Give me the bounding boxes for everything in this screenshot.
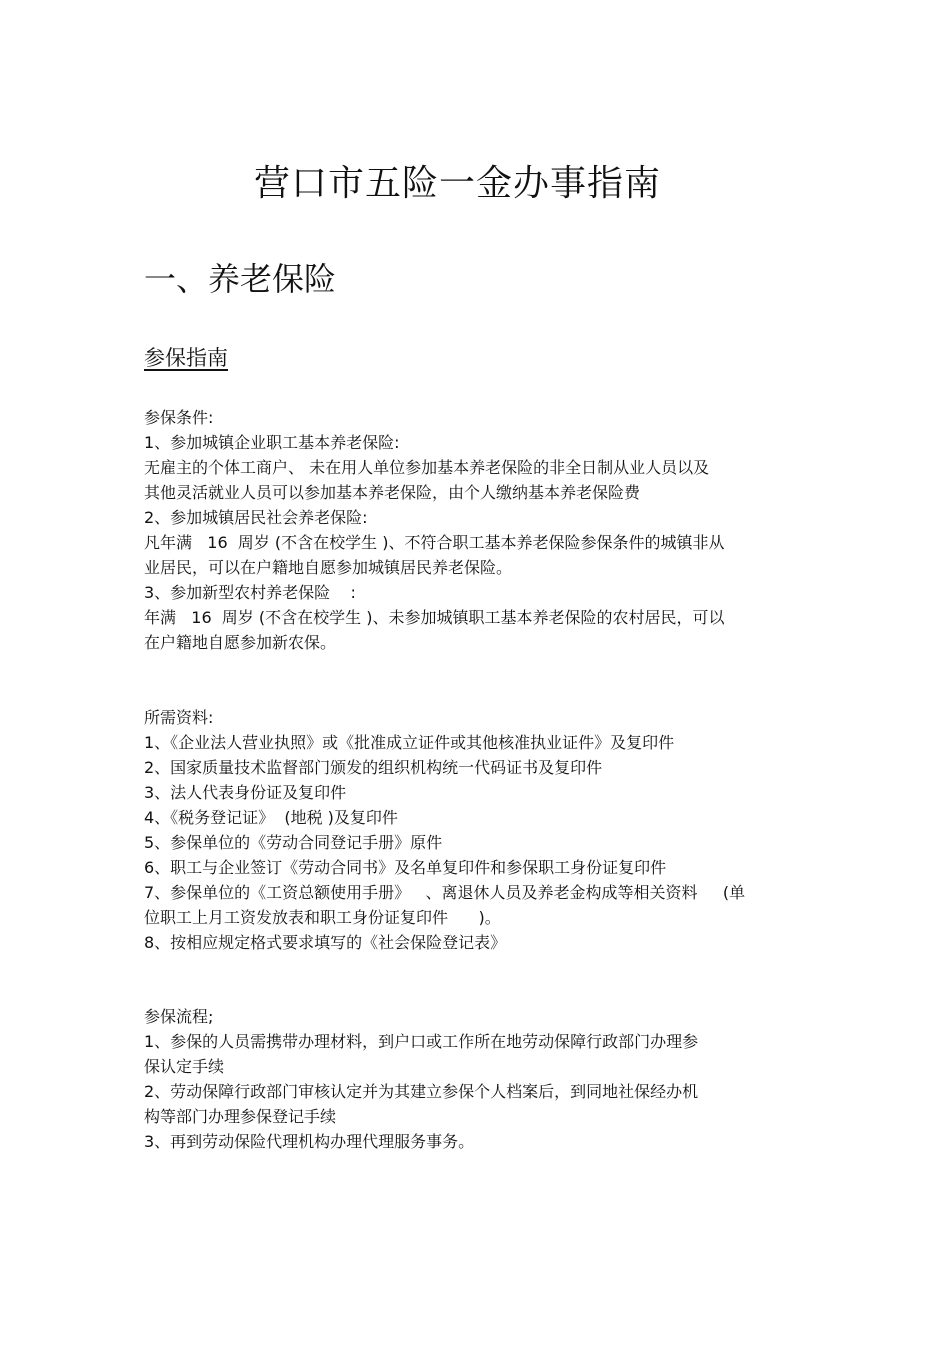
materials-line: 2、国家质量技术监督部门颁发的组织机构统一代码证书及复印件	[144, 758, 603, 777]
process-line: 2、劳动保障行政部门审核认定并为其建立参保个人档案后，到同地社保经办机	[144, 1082, 699, 1101]
sub-heading: 参保指南	[144, 346, 228, 370]
materials-line: 7、参保单位的《工资总额使用手册》 、离退休人员及养老金构成等相关资料 (单	[144, 883, 746, 902]
materials-block	[144, 705, 824, 955]
process-block	[144, 1004, 824, 1154]
conditions-line: 业居民，可以在户籍地自愿参加城镇居民养老保险。	[144, 558, 513, 577]
process-line: 保认定手续	[144, 1057, 225, 1076]
process-line: 构等部门办理参保登记手续	[144, 1107, 337, 1126]
conditions-line: 3、参加新型农村养老保险 :	[144, 583, 356, 602]
conditions-line: 2、参加城镇居民社会养老保险:	[144, 508, 368, 527]
materials-label: 所需资料:	[144, 708, 214, 727]
materials-line: 4、《税务登记证》 (地税 )及复印件	[144, 808, 398, 827]
conditions-label: 参保条件:	[144, 408, 214, 427]
materials-line: 6、职工与企业签订《劳动合同书》及名单复印件和参保职工身份证复印件	[144, 858, 667, 877]
conditions-line: 年满 16 周岁 (不含在校学生 )、未参加城镇职工基本养老保险的农村居民，可以	[144, 608, 725, 627]
process-label: 参保流程;	[144, 1007, 214, 1026]
materials-line: 1、《企业法人营业执照》或《批准成立证件或其他核准执业证件》及复印件	[144, 733, 675, 752]
materials-line: 8、按相应规定格式要求填写的《社会保险登记表》	[144, 933, 507, 952]
document-title: 营口市五险一金办事指南	[253, 163, 661, 204]
conditions-line: 其他灵活就业人员可以参加基本养老保险，由个人缴纳基本养老保险费	[144, 483, 641, 502]
section-heading: 一、养老保险	[144, 260, 337, 298]
materials-line: 位职工上月工资发放表和职工身份证复印件 )。	[144, 908, 501, 927]
materials-line: 3、法人代表身份证及复印件	[144, 783, 347, 802]
materials-line: 5、参保单位的《劳动合同登记手册》原件	[144, 833, 443, 852]
conditions-line: 在户籍地自愿参加新农保。	[144, 633, 337, 652]
process-line: 1、参保的人员需携带办理材料，到户口或工作所在地劳动保障行政部门办理参	[144, 1032, 699, 1051]
process-line: 3、再到劳动保险代理机构办理代理服务事务。	[144, 1132, 475, 1151]
conditions-line: 无雇主的个体工商户、 未在用人单位参加基本养老保险的非全日制从业人员以及	[144, 458, 710, 477]
conditions-block	[144, 405, 824, 655]
conditions-line: 1、参加城镇企业职工基本养老保险:	[144, 433, 400, 452]
conditions-line: 凡年满 16 周岁 (不含在校学生 )、不符合职工基本养老保险参保条件的城镇非从	[144, 533, 725, 552]
